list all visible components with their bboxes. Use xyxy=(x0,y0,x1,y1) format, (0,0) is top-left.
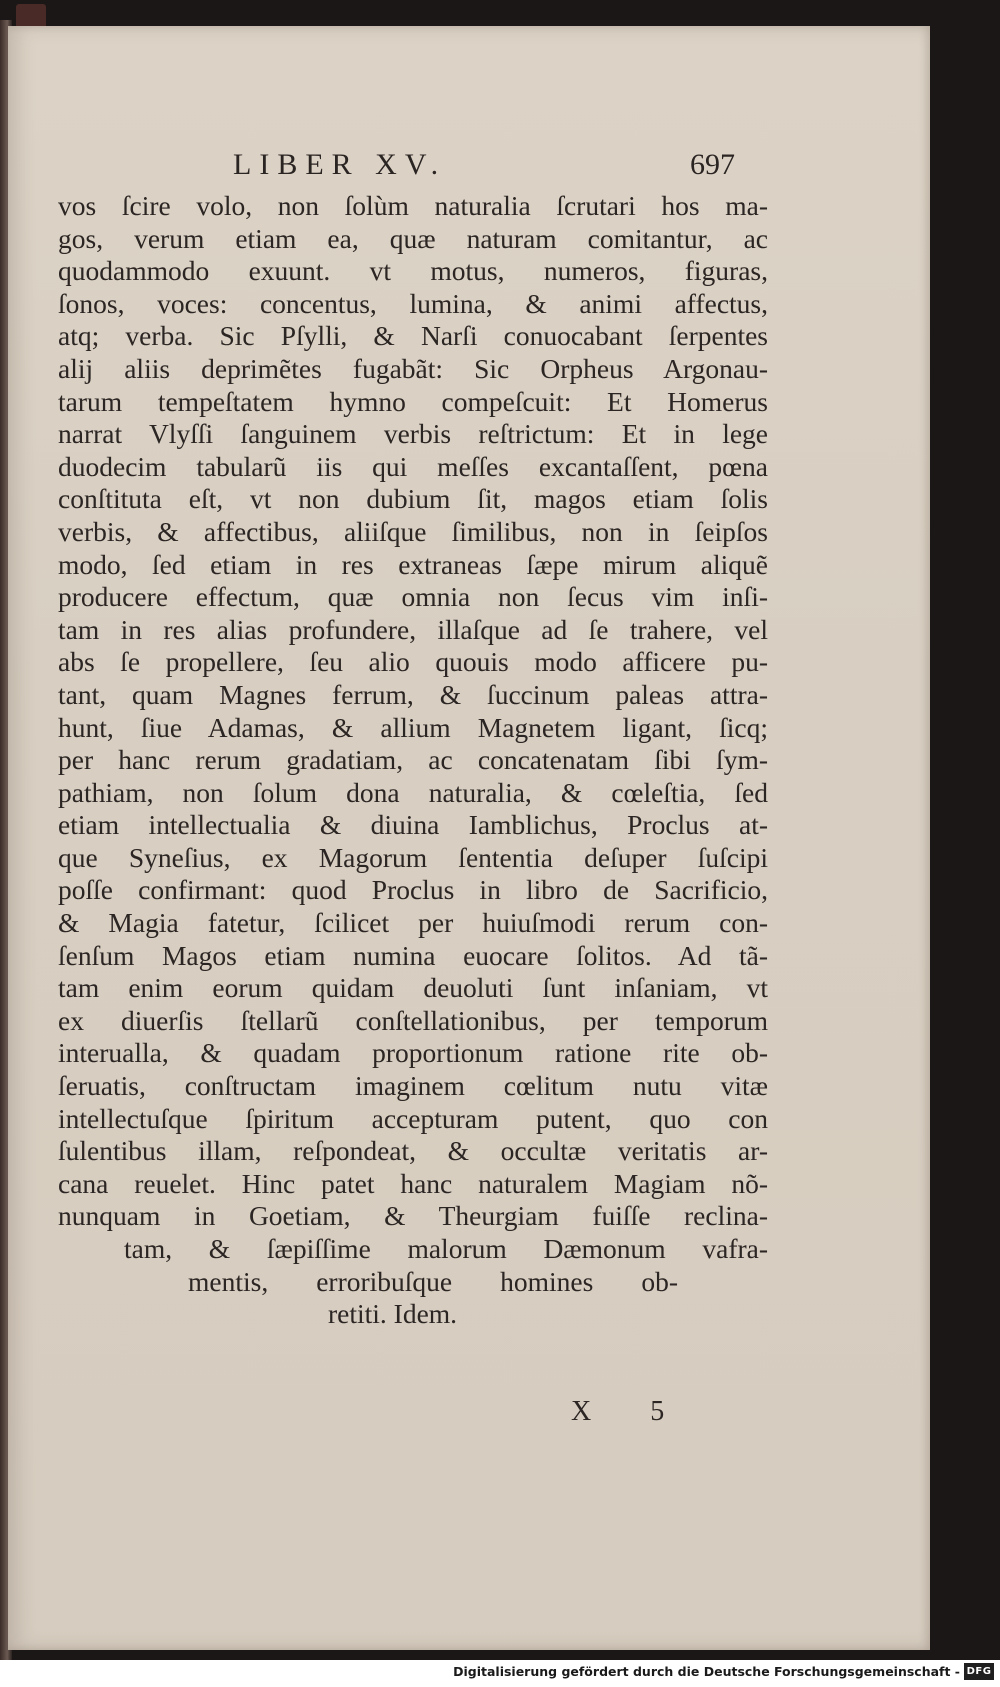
text-line: alij aliis deprimẽtes fugabãt: Sic Orpheus Argonau- xyxy=(58,352,768,384)
text-line: ex diuerſis ſtellarũ conſtellationibus, per temporum xyxy=(58,1004,768,1036)
text-line: etiam intellectualia & diuina Iamblichus, Proclus at- xyxy=(58,809,768,841)
text-line-tail: retiti. Idem. xyxy=(328,1298,458,1330)
text-line: narrat Vlyſſi ſanguinem verbis reſtrictum: Et in lege xyxy=(58,418,768,450)
dfg-logo-icon: DFG xyxy=(964,1663,994,1680)
text-line: hunt, ſiue Adamas, & allium Magnetem ligant, ſicq; xyxy=(58,711,768,743)
running-title: LIBER XV. xyxy=(233,148,447,181)
running-head xyxy=(8,148,930,188)
text-line: abs ſe propellere, ſeu alio quouis modo afficere pu- xyxy=(58,646,768,678)
text-line: intellectuſque ſpiritum accepturam putent, quo con xyxy=(58,1102,768,1134)
text-line: poſſe confirmant: quod Proclus in libro de Sacrificio, xyxy=(58,874,768,906)
text-line: interualla, & quadam proportionum ratione rite ob- xyxy=(58,1037,768,1069)
text-line: tam in res alias profundere, illaſque ad ſe trahere, vel xyxy=(58,613,768,645)
text-line: duodecim tabularũ iis qui meſſes excantaſſent, pœna xyxy=(58,450,768,482)
book-page xyxy=(8,26,930,1650)
text-line: tam enim eorum quidam deuoluti ſunt inſaniam, vt xyxy=(58,972,768,1004)
text-line: conſtituta eſt, vt non dubium ſit, magos etiam ſolis xyxy=(58,483,768,515)
text-line: atq; verba. Sic Pſylli, & Narſi conuocabant ſerpentes xyxy=(58,320,768,352)
text-line: per hanc rerum gradatiam, ac concatenatam ſibi ſym- xyxy=(58,744,768,776)
digitization-credit: Digitalisierung gefördert durch die Deutsche Forschungsgemeinschaft - xyxy=(453,1664,960,1679)
text-line: gos, verum etiam ea, quæ naturam comitantur, ac xyxy=(58,222,768,254)
signature-mark: X 5 xyxy=(571,1396,691,1427)
text-line: tant, quam Magnes ferrum, & ſuccinum paleas attra- xyxy=(58,678,768,710)
text-line: cana reuelet. Hinc patet hanc naturalem Magiam nõ- xyxy=(58,1167,768,1199)
text-line: verbis, & affectibus, aliiſque ſimilibus, non in ſeipſos xyxy=(58,515,768,547)
text-line: ſulentibus illam, reſpondeat, & occultæ veritatis ar- xyxy=(58,1135,768,1167)
text-line-tail: mentis, erroribuſque homines ob- xyxy=(188,1265,678,1297)
text-line: ſonos, voces: concentus, lumina, & animi affectus, xyxy=(58,287,768,319)
text-line: quodammodo exuunt. vt motus, numeros, figuras, xyxy=(58,255,768,287)
text-line: producere effectum, quæ omnia non ſecus vim inſi- xyxy=(58,581,768,613)
text-line: & Magia fatetur, ſcilicet per huiuſmodi rerum con- xyxy=(58,907,768,939)
text-line: modo, ſed etiam in res extraneas ſæpe mirum aliquẽ xyxy=(58,548,768,580)
page-number: 697 xyxy=(690,148,735,181)
text-line-tail: tam, & ſæpiſſime malorum Dæmonum vafra- xyxy=(124,1233,768,1264)
text-line: ſenſum Magos etiam numina euocare ſolitos. Ad tã- xyxy=(58,939,768,971)
text-line: pathiam, non ſolum dona naturalia, & cœleſtia, ſed xyxy=(58,776,768,808)
text-line: que Syneſius, ex Magorum ſententia deſuper ſuſcipi xyxy=(58,841,768,873)
text-line: tarum tempeſtatem hymno compeſcuit: Et Homerus xyxy=(58,385,768,417)
footer-bar xyxy=(0,1660,1000,1687)
text-line: vos ſcire volo, non ſolùm naturalia ſcrutari hos ma- xyxy=(58,190,768,221)
body-text xyxy=(58,190,768,1331)
text-line: nunquam in Goetiam, & Theurgiam fuiſſe reclina- xyxy=(58,1200,768,1232)
text-line: ſeruatis, conſtructam imaginem cœlitum nutu vitæ xyxy=(58,1070,768,1102)
